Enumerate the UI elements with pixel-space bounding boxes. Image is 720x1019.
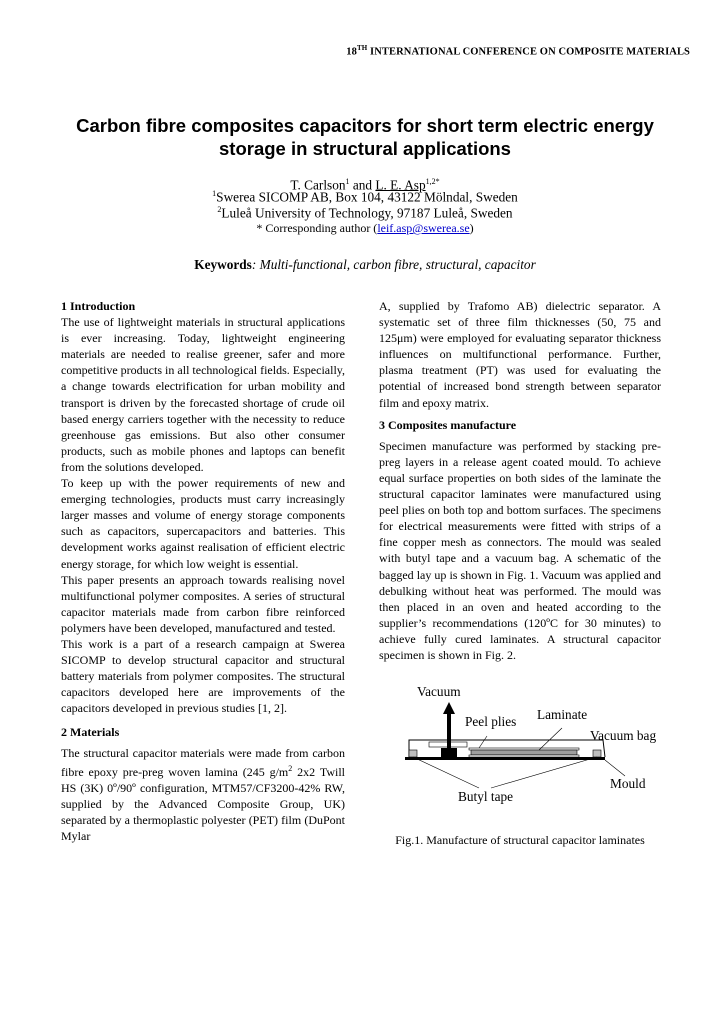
butyl-tape-right (593, 750, 601, 757)
section-heading-materials: 2 Materials (61, 725, 120, 740)
affiliation-2: $^2$Luleå University of Technology, 97187 Luleå, Sweden (217, 205, 513, 221)
label-mould: Mould (610, 776, 646, 791)
label-peel-plies: Peel plies (465, 714, 517, 729)
laminate (471, 750, 577, 755)
materials-paragraph: The structural capacitor materials were made from carbon fibre epoxy pre-preg woven lamina (245 $g/m^2$ 2x2 Twill HS (3K) 0º/90º configuration, MTM57/CF3200-42% RW, supplied by the Advanced Composite Group, UK) separated by a thermoplastic polyester (PET) film (DuPont Mylar (61, 745, 345, 843)
mould-base (405, 757, 605, 760)
vacuum-port-stem (447, 714, 451, 748)
leader-laminate (539, 728, 562, 750)
label-laminate: Laminate (537, 707, 588, 722)
figure-1-caption: Fig.1. Manufacture of structural capacitor laminates (395, 833, 645, 847)
intro-paragraph: This work is a part of a research campaign at Swerea SICOMP to develop structural capacitor and structural battery materials from polymer composites. The structural capacitors developed here are improvements of the capacitors developed in previous studies [1, 2]. (61, 636, 345, 716)
label-butyl-tape: Butyl tape (458, 789, 514, 804)
conference-header: 18TH INTERNATIONAL CONFERENCE ON COMPOSITE MATERIALS (346, 44, 690, 58)
intro-paragraph: To keep up with the power requirements of new and emerging technologies, products must carry increasingly larger masses and volume of energy storage components such as capacitors, supercapacitors and batteries. This development works against realisation of efficient electric energy storage, for which low weight is essential. (61, 476, 345, 571)
leader-butyl-right (491, 757, 597, 788)
peel-ply-bottom (469, 755, 579, 757)
layup-schematic (379, 680, 679, 820)
left-column (61, 298, 345, 844)
figure-1 (379, 680, 679, 820)
keywords-line: Keywords: Multi-functional, carbon fibre, structural, capacitor (194, 257, 536, 272)
butyl-tape-left (409, 750, 417, 757)
leader-butyl-left (413, 757, 479, 788)
author-asp: L. E. Asp (375, 177, 426, 193)
paper-title: Carbon fibre composites capacitors for short term electric energy storage in structural applications (76, 115, 654, 159)
vacuum-arrow (443, 702, 455, 714)
section-heading-manufacture: 3 Composites manufacture (379, 417, 517, 432)
manufacture-paragraph: Specimen manufacture was performed by stacking pre-preg layers in a release agent coated mould. To achieve equal surface properties on both sides of the laminate the structural capacitor laminates were manufactured using peel plies on both top and bottom surfaces. The specimens for electrical measurements were fitted with strips of a fine copper mesh as connectors. The mould was sealed with butyl tape and a vacuum bag. A schematic of the bagged lay up is shown in Fig. 1. Vacuum was applied and debulking without heat was performed. The mould was then placed in an oven and heated according to the supplier’s recommendations (120ºC for 30 minutes) to achieve fully cured laminates. A structural capacitor specimen is shown in Fig. 2. (379, 438, 661, 662)
leader-peel-plies (479, 736, 487, 748)
affiliation-1: $^1$Swerea SICOMP AB, Box 104, 43122 Mölndal, Sweden (212, 189, 518, 205)
intro-paragraph: The use of lightweight materials in structural applications is ever increasing. Today, lightweight engineering materials are needed to realise greener, safer and more competitive products in all technological fields. Especially, a change towards electrification for urban mobility and transport is driven by the forecasted shortage of crude oil based energy carriers together with the necessity to reduce greenhouse gas emissions. But also other consumer products, such as mobile phones and laptops can benefit from the solutions developed. (61, 315, 345, 474)
author-list: T. Carlson$^1$ and L. E. Asp$^{1,2*}$ (290, 177, 440, 193)
label-vacuum: Vacuum (417, 684, 461, 699)
vacuum-port-base (441, 748, 457, 757)
email-link[interactable]: leif.asp@swerea.se (377, 221, 470, 235)
section-heading-introduction: 1 Introduction (61, 299, 136, 313)
author-carlson: T. Carlson (290, 177, 346, 193)
materials-paragraph-continued: A, supplied by Trafomo AB) dielectric separator. A systematic set of three film thicknesses (50, 75 and 125μm) were employed for evaluating separator thickness influences on multifunctional performance. Further, plasma treatment (PT) was used for evaluating the potential of increased bond strength between separator film and epoxy matrix. (379, 299, 661, 410)
corresponding-author: * Corresponding author (leif.asp@swerea.se) (256, 221, 474, 235)
right-column (379, 298, 661, 663)
intro-paragraph: This paper presents an approach towards realising novel multifunctional polymer composites. A series of structural capacitor materials made from carbon fibre reinforced polymers have been developed, manufactured and tested. (61, 572, 345, 635)
label-vacuum-bag: Vacuum bag (590, 728, 657, 743)
leader-mould (605, 760, 625, 776)
